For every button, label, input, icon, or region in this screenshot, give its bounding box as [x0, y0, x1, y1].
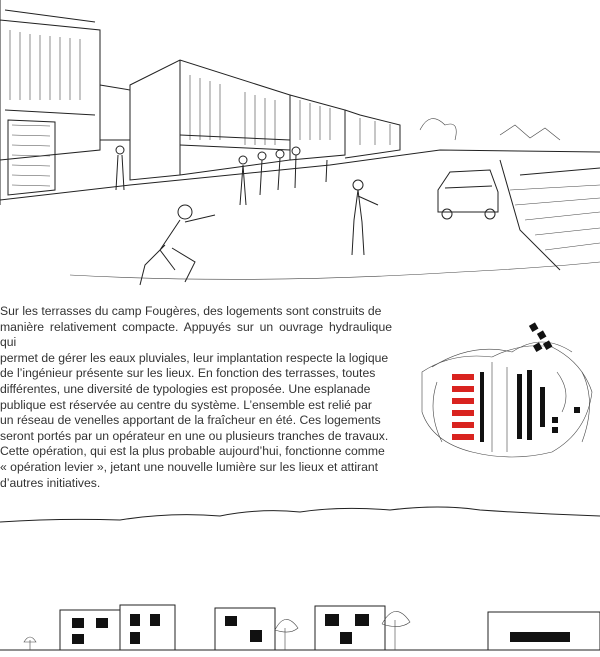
paragraph-line: un réseau de venelles apportant de la fraîcheur en été. Ces logements	[0, 413, 381, 428]
elevation-trees	[24, 611, 410, 650]
paragraph-line: d’autres initiatives.	[0, 475, 101, 490]
building-far	[290, 95, 400, 160]
paragraph-line: Cette opération, qui est la plus probable aujourd’hui, fonctionne comme	[0, 444, 385, 459]
paragraph-line: différentes, une diversité de typologies est proposée. Une esplanade	[0, 381, 371, 396]
horizon-divider	[0, 500, 600, 530]
building-elevation	[0, 590, 600, 657]
building-middle	[130, 60, 290, 180]
people-sketch	[116, 146, 378, 285]
housing-blocks-black	[480, 322, 580, 442]
paragraph-line: Sur les terrasses du camp Fougères, des logements sont construits de	[0, 304, 382, 318]
car-sketch	[438, 170, 498, 219]
elevation-buildings	[60, 605, 600, 650]
site-plan	[412, 312, 600, 462]
paragraph-line: « opération levier », jetant une nouvelle lumière sur les lieux et attirant	[0, 459, 379, 474]
building-left	[0, 0, 130, 205]
description-paragraph	[0, 304, 392, 491]
paragraph-line: seront portés par un opérateur en une ou plusieurs tranches de travaux.	[0, 428, 389, 443]
paragraph-line: publique est réservée au centre du système. L’ensemble est relié par	[0, 397, 372, 412]
paragraph-line: permet de gérer les eaux pluviales, leur implantation respecte la logique	[0, 350, 389, 365]
housing-blocks-red	[452, 374, 474, 440]
paragraph-line: manière relativement compacte. Appuyés sur un ouvrage hydraulique qui	[0, 319, 392, 350]
street-perspective-sketch	[0, 0, 600, 290]
paragraph-line: de l’ingénieur présente sur les lieux. En fonction des terrasses, toutes	[0, 366, 376, 381]
